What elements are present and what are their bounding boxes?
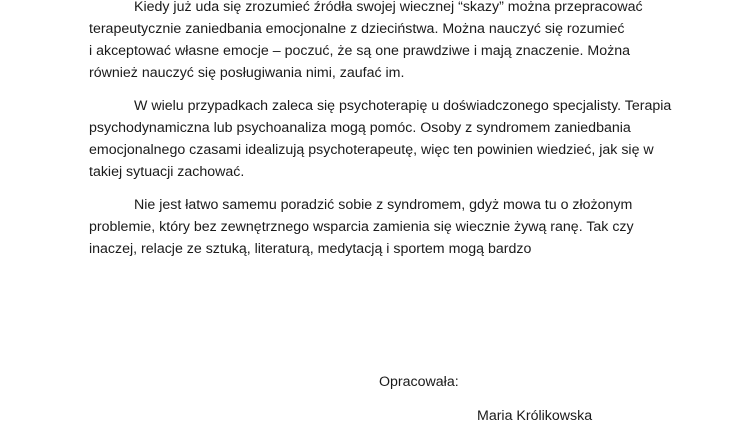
paragraph-1-line-1: Kiedy już uda się zrozumieć źródła swojej wiecznej “skazy” można przepracować [134, 0, 643, 15]
paragraph-2-line-3: emocjonalnego czasami idealizują psychoterapeutę, więc ten powinien wiedzieć, jak się w [89, 142, 654, 158]
paragraph-2-line-4: takiej sytuacji zachować. [89, 164, 245, 180]
paragraph-1-line-3: i akceptować własne emocje – poczuć, że są one prawdziwe i mają znaczenie. Można [89, 43, 630, 59]
paragraph-1-line-2: terapeutycznie zaniedbania emocjonalne z dzieciństwa. Można nauczyć się rozumieć [89, 21, 625, 37]
paragraph-3 [89, 194, 649, 260]
paragraph-3-line-3: inaczej, relacje ze sztuką, literaturą, medytacją i sportem mogą bardzo [89, 241, 532, 257]
paragraph-1-line-4: również nauczyć się posługiwania nimi, zaufać im. [89, 65, 405, 81]
paragraph-2 [89, 95, 672, 183]
signature-author-name: Maria Królikowska [477, 408, 593, 424]
signature-label: Opracowała: [379, 374, 459, 390]
paragraph-3-line-2: problemie, który bez zewnętrznego wsparcia zamienia się wiecznie żywą ranę. Tak czy [89, 219, 634, 235]
paragraph-2-line-2: psychodynamiczna lub psychoanaliza mogą pomóc. Osoby z syndromem zaniedbania [89, 120, 631, 136]
paragraph-2-line-1: W wielu przypadkach zaleca się psychoterapię u doświadczonego specjalisty. Terapia [134, 98, 672, 114]
paragraph-3-line-1: Nie jest łatwo samemu poradzić sobie z syndromem, gdyż mowa tu o złożonym [134, 197, 633, 213]
paragraph-1 [89, 0, 649, 84]
